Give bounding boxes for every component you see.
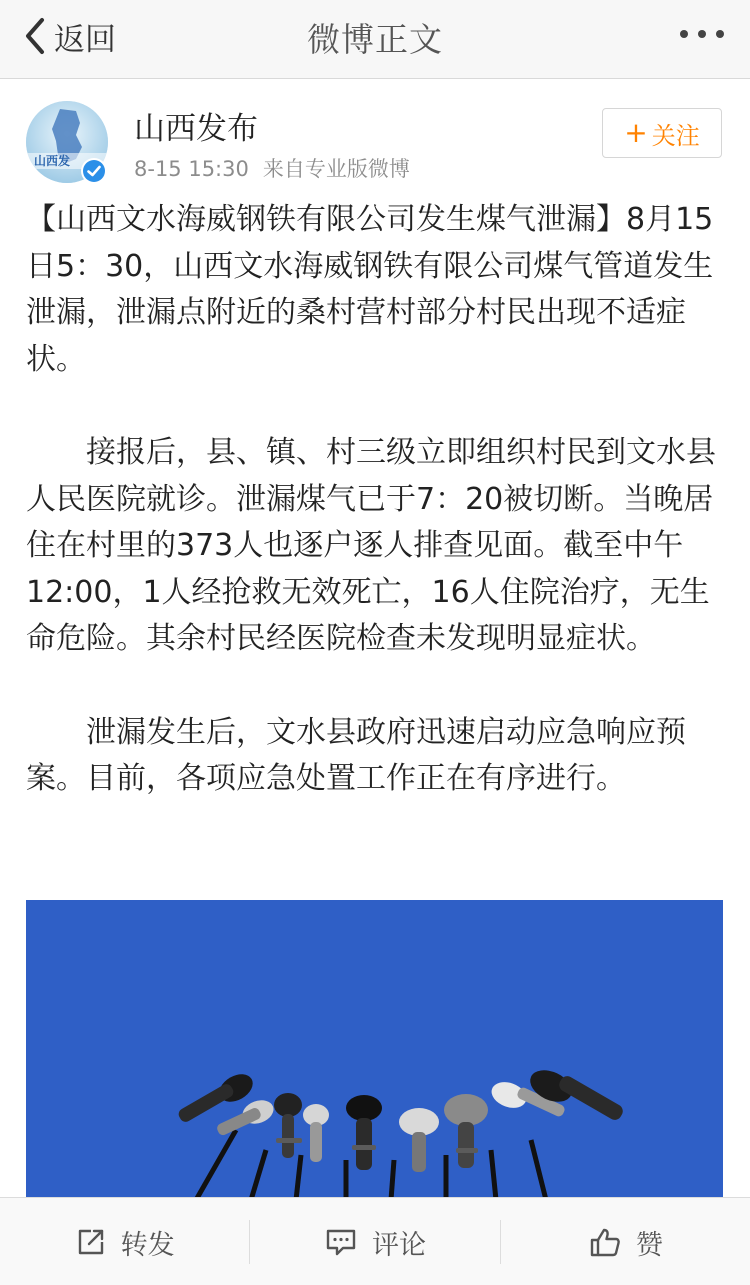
nav-bar bbox=[0, 0, 750, 79]
author-name[interactable]: 山西发布 bbox=[134, 111, 258, 147]
post-body bbox=[26, 197, 726, 803]
post-meta bbox=[134, 153, 410, 183]
svg-text:山西发: 山西发 bbox=[34, 154, 71, 168]
like-button[interactable] bbox=[501, 1198, 750, 1285]
like-label: 赞 bbox=[635, 1229, 663, 1261]
repost-button[interactable] bbox=[0, 1198, 249, 1285]
post-source: 来自专业版微博 bbox=[262, 157, 410, 181]
post-paragraph-3: 泄漏发生后，文水县政府迅速启动应急响应预案。目前，各项应急处置工作正在有序进行。 bbox=[26, 714, 686, 796]
comment-label: 评论 bbox=[371, 1229, 426, 1261]
action-bar bbox=[0, 1197, 750, 1285]
follow-label: 关注 bbox=[651, 121, 700, 150]
more-icon bbox=[676, 14, 728, 54]
comment-icon bbox=[324, 1226, 358, 1258]
post-paragraph-2: 接报后，县、镇、村三级立即组织村民到文水县人民医院就诊。泄漏煤气已于7：20被切断。当晚居住在村里的373人也逐户逐人排查见面。截至中午12:00，1人经抢救无效死亡，16人住院治疗，无生命危险。其余村民经医院检查未发现明显症状。 bbox=[26, 435, 716, 656]
author-row bbox=[0, 79, 750, 189]
post-paragraph-1: 【山西文水海威钢铁有限公司发生煤气泄漏】8月15日5：30，山西文水海威钢铁有限公司煤气管道发生泄漏，泄漏点附近的桑村营村部分村民出现不适症状。 bbox=[26, 202, 714, 377]
verified-icon bbox=[80, 157, 108, 185]
more-button[interactable] bbox=[676, 14, 728, 54]
follow-button[interactable] bbox=[602, 108, 722, 158]
comment-button[interactable] bbox=[250, 1198, 499, 1285]
like-icon bbox=[588, 1225, 622, 1259]
page-title: 微博正文 bbox=[307, 20, 443, 59]
microphones-illustration bbox=[26, 900, 723, 1200]
post-image[interactable] bbox=[26, 900, 723, 1200]
post-time: 8-15 15:30 bbox=[134, 157, 249, 181]
plus-icon: + bbox=[624, 116, 648, 149]
repost-label: 转发 bbox=[120, 1229, 175, 1261]
repost-icon bbox=[75, 1226, 107, 1258]
back-label: 返回 bbox=[54, 21, 116, 58]
